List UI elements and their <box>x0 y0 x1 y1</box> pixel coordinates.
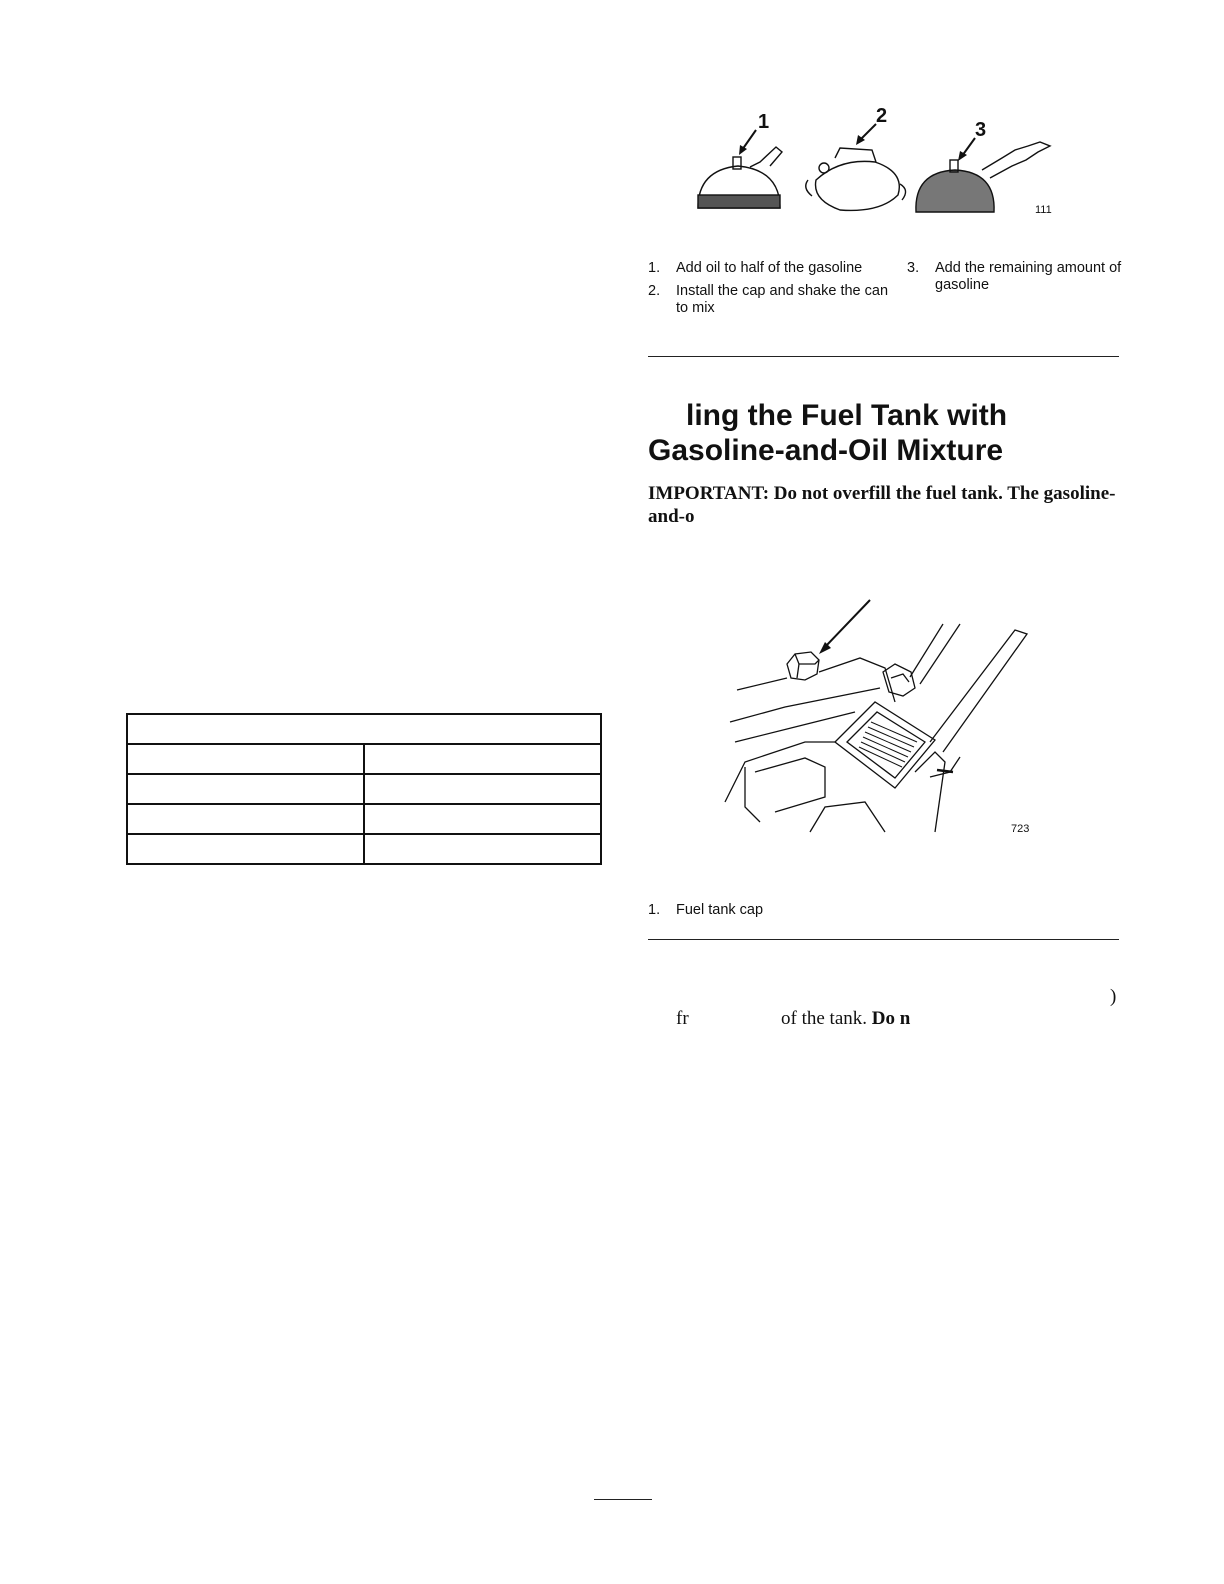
blank-table <box>126 713 602 865</box>
caption-number: 1. <box>648 260 661 276</box>
caption-text: Fuel tank cap <box>676 902 764 918</box>
figure-1-id: 111 <box>1035 204 1052 216</box>
divider <box>648 356 1119 357</box>
mower-drawing <box>725 600 1027 832</box>
figure-2-captions <box>648 902 888 919</box>
body-fragment-bold: Do n <box>871 1008 911 1029</box>
fuel-tank-illustration <box>715 592 1055 842</box>
can-half-filled <box>698 147 782 208</box>
table-cell <box>364 774 601 804</box>
figure-1-captions-right <box>907 260 1122 294</box>
table-cell <box>127 804 364 834</box>
table-cell <box>364 804 601 834</box>
table-cell <box>127 834 364 864</box>
figure-2-id: 723 <box>1011 823 1030 835</box>
callout-arrow-2 <box>860 124 876 140</box>
caption-number: 2. <box>648 283 661 299</box>
heading-line-1: ling the Fuel Tank with <box>686 399 1008 432</box>
fuel-cap-shape <box>787 652 819 680</box>
body-fragment-middle <box>781 1008 910 1030</box>
table-cell <box>364 744 601 774</box>
caption-item <box>648 260 888 277</box>
fuel-mixing-illustration <box>690 100 1060 225</box>
table-row <box>127 744 601 774</box>
caption-text: Add the remaining amount of gasoline <box>935 260 1122 293</box>
table-cell <box>364 834 601 864</box>
caption-number: 1. <box>648 902 661 918</box>
important-note: IMPORTANT: Do not overfill the fuel tank. The gasoline-and-o <box>648 483 1116 527</box>
body-fragment-start: fr <box>676 1008 689 1029</box>
caption-number: 3. <box>907 260 920 276</box>
divider <box>648 939 1119 940</box>
section-heading <box>648 398 1128 468</box>
caption-item <box>648 902 888 919</box>
callout-3: 3 <box>975 119 987 141</box>
caption-item <box>648 283 888 317</box>
table-cell <box>127 774 364 804</box>
table-row <box>127 774 601 804</box>
body-fragment-text: of the tank. <box>781 1008 868 1029</box>
figure-1-captions-left <box>648 260 888 317</box>
callout-1: 1 <box>758 111 770 133</box>
table-header-row <box>127 714 601 744</box>
table-cell <box>127 714 601 744</box>
can-shaking <box>806 148 906 210</box>
can-full <box>916 142 1050 212</box>
body-fragment-paren: ) <box>1110 986 1117 1007</box>
table-cell <box>127 744 364 774</box>
callout-2: 2 <box>876 105 888 127</box>
caption-text: Add oil to half of the gasoline <box>676 260 863 276</box>
caption-item <box>907 260 1122 294</box>
heading-line-2: Gasoline-and-Oil Mixture <box>648 434 1004 467</box>
table-row <box>127 804 601 834</box>
footer-rule <box>594 1499 652 1500</box>
callout-arrow-1 <box>742 130 756 150</box>
table-row <box>127 834 601 864</box>
caption-text: Install the cap and shake the can to mix <box>676 283 889 316</box>
